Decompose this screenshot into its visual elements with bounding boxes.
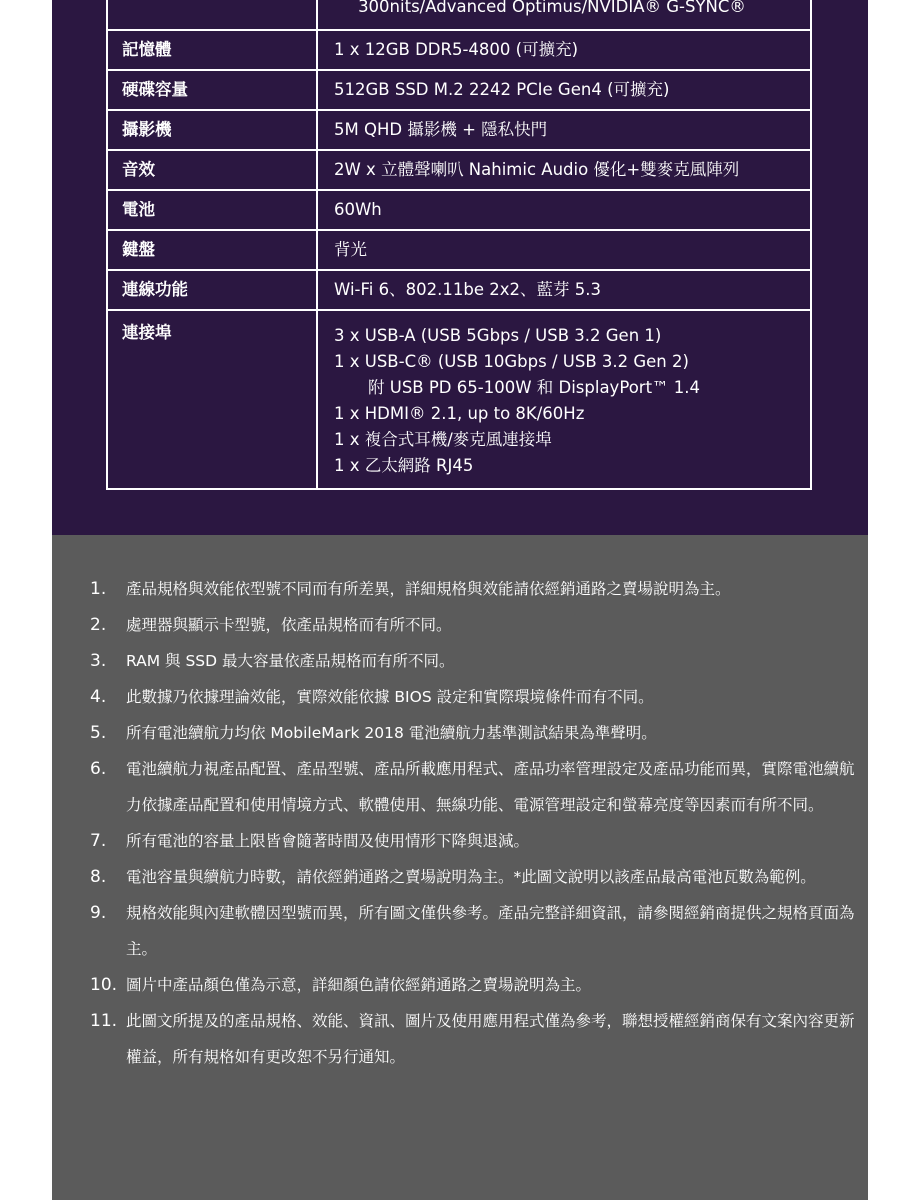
- spec-panel: [52, 0, 868, 535]
- spec-row: [107, 30, 811, 70]
- note-number: 10.: [90, 975, 118, 995]
- note-number: 7.: [90, 831, 107, 851]
- note-number: 4.: [90, 687, 107, 707]
- spec-row: [107, 110, 811, 150]
- spec-value: 1 x 12GB DDR5-4800 (可擴充): [317, 30, 811, 70]
- note-item: [92, 1003, 862, 1075]
- spec-label: 連接埠: [107, 310, 317, 489]
- note-item: [92, 751, 862, 823]
- spec-label: 音效: [107, 150, 317, 190]
- note-text: 產品規格與效能依型號不同而有所差異，詳細規格與效能請依經銷通路之賣場說明為主。: [126, 580, 731, 598]
- note-text: 電池續航力視產品配置、產品型號、產品所載應用程式、產品功率管理設定及產品功能而異，實際電池續航力依據產品配置和使用情境方式、軟體使用、無線功能、電源管理設定和螢幕亮度等因素而有所不同。: [126, 760, 855, 814]
- spec-label: 硬碟容量: [107, 70, 317, 110]
- note-item: [92, 607, 862, 643]
- spec-label: 攝影機: [107, 110, 317, 150]
- note-text: 所有電池續航力均依 MobileMark 2018 電池續航力基準測試結果為準聲明。: [126, 724, 657, 742]
- note-number: 11.: [90, 1011, 118, 1031]
- spec-label: 電池: [107, 190, 317, 230]
- note-text: RAM 與 SSD 最大容量依產品規格而有所不同。: [126, 652, 455, 670]
- ports-list: [317, 310, 811, 489]
- note-item: [92, 859, 862, 895]
- spec-value: 背光: [317, 230, 811, 270]
- note-number: 3.: [90, 651, 107, 671]
- spec-value: 60Wh: [317, 190, 811, 230]
- note-number: 5.: [90, 723, 107, 743]
- spec-value: Wi-Fi 6、802.11be 2x2、藍芽 5.3: [317, 270, 811, 310]
- note-item: [92, 967, 862, 1003]
- note-item: [92, 679, 862, 715]
- port-line: 1 x 乙太網路 RJ45: [334, 456, 474, 475]
- note-item: [92, 715, 862, 751]
- spec-row: [107, 0, 811, 30]
- spec-row: [107, 270, 811, 310]
- spec-label: 記憶體: [107, 30, 317, 70]
- spec-value: [317, 0, 811, 30]
- port-line: 1 x USB-C® (USB 10Gbps / USB 3.2 Gen 2): [334, 352, 689, 371]
- notes-panel: [52, 535, 868, 1200]
- spec-value: 5M QHD 攝影機 + 隱私快門: [317, 110, 811, 150]
- spec-row: [107, 230, 811, 270]
- note-number: 1.: [90, 579, 107, 599]
- note-item: [92, 571, 862, 607]
- note-text: 此圖文所提及的產品規格、效能、資訊、圖片及使用應用程式僅為參考，聯想授權經銷商保有文案內容更新權益，所有規格如有更改恕不另行通知。: [126, 1012, 855, 1066]
- spec-value: 2W x 立體聲喇叭 Nahimic Audio 優化+雙麥克風陣列: [317, 150, 811, 190]
- note-number: 6.: [90, 759, 107, 779]
- spec-table: [106, 0, 812, 490]
- spec-label: 連線功能: [107, 270, 317, 310]
- spec-row-ports: [107, 310, 811, 489]
- spec-value: 512GB SSD M.2 2242 PCIe Gen4 (可擴充): [317, 70, 811, 110]
- spec-row: [107, 190, 811, 230]
- notes-list: [92, 571, 862, 1075]
- port-line: 附 USB PD 65-100W 和 DisplayPort™ 1.4: [368, 378, 701, 397]
- spec-row: [107, 70, 811, 110]
- spec-row: [107, 150, 811, 190]
- note-text: 所有電池的容量上限皆會隨著時間及使用情形下降與退減。: [126, 832, 530, 850]
- note-text: 此數據乃依據理論效能，實際效能依據 BIOS 設定和實際環境條件而有不同。: [126, 688, 654, 706]
- spec-label: 鍵盤: [107, 230, 317, 270]
- spec-label: [107, 0, 317, 30]
- note-number: 9.: [90, 903, 107, 923]
- note-text: 處理器與顯示卡型號，依產品規格而有所不同。: [126, 616, 452, 634]
- note-item: [92, 643, 862, 679]
- port-line: 1 x HDMI® 2.1, up to 8K/60Hz: [334, 404, 585, 423]
- note-item: [92, 895, 862, 967]
- note-number: 8.: [90, 867, 107, 887]
- note-text: 圖片中產品顏色僅為示意，詳細顏色請依經銷通路之賣場說明為主。: [126, 976, 592, 994]
- port-line: 1 x 複合式耳機/麥克風連接埠: [334, 430, 552, 449]
- note-text: 電池容量與續航力時數，請依經銷通路之賣場說明為主。*此圖文說明以該產品最高電池瓦數為範例。: [126, 868, 816, 886]
- note-text: 規格效能與內建軟體因型號而異，所有圖文僅供參考。產品完整詳細資訊，請參閱經銷商提供之規格頁面為主。: [126, 904, 855, 958]
- note-item: [92, 823, 862, 859]
- spec-value-text: 300nits/Advanced Optimus/NVIDIA® G-SYNC®: [358, 0, 746, 16]
- port-line: 3 x USB-A (USB 5Gbps / USB 3.2 Gen 1): [334, 326, 662, 345]
- note-number: 2.: [90, 615, 107, 635]
